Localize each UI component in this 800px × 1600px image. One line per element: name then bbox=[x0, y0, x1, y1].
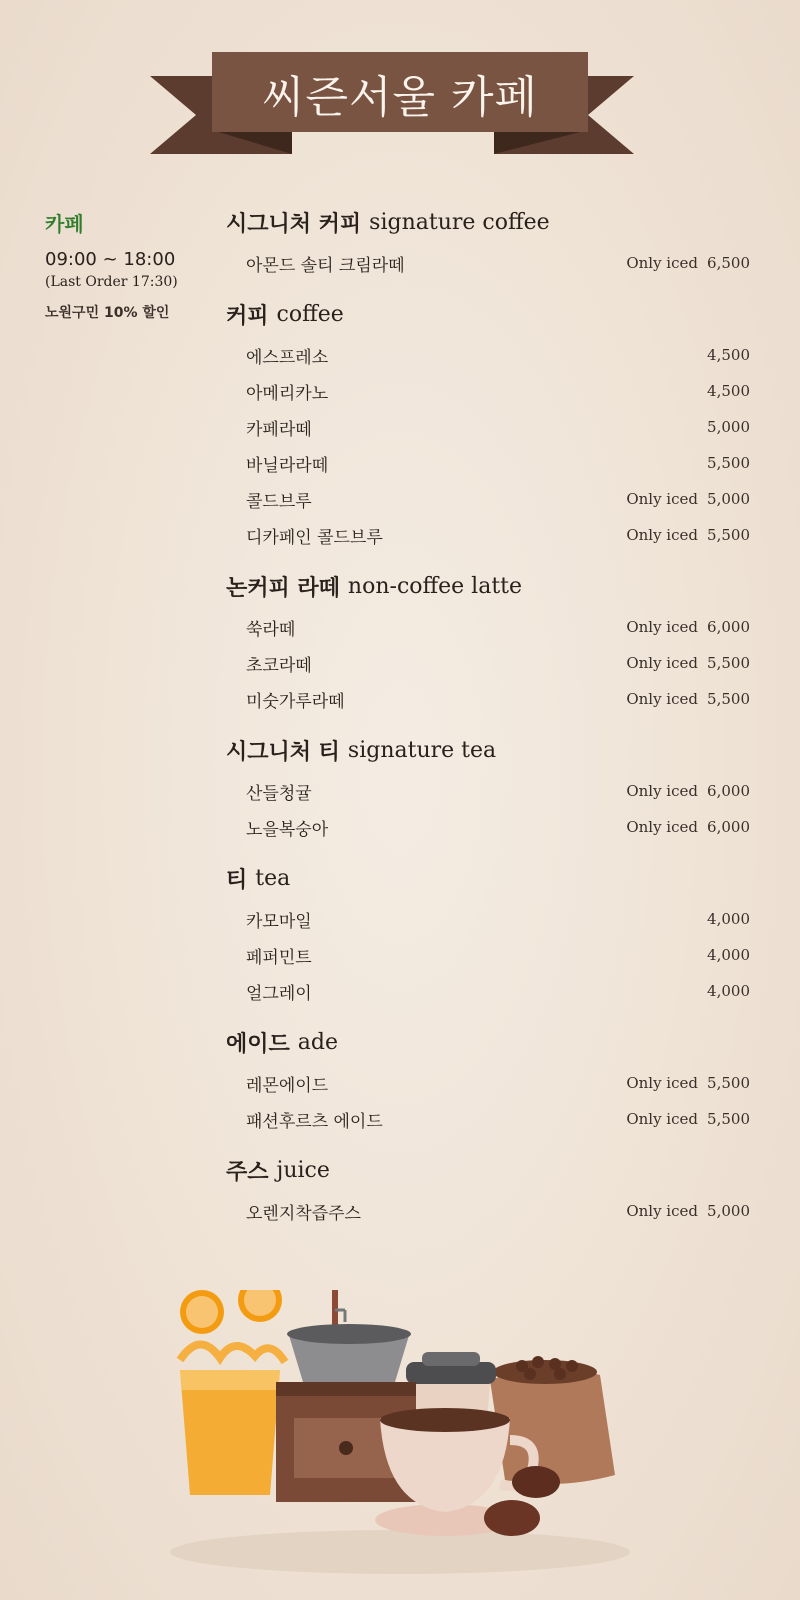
menu-section bbox=[226, 205, 750, 281]
item-price: 4,500 bbox=[707, 346, 750, 364]
item-price: 5,500 bbox=[707, 654, 750, 672]
item-name: 에스프레소 bbox=[246, 347, 329, 368]
item-note: Only iced bbox=[626, 490, 698, 508]
menu-item bbox=[226, 1101, 750, 1137]
item-note: Only iced bbox=[626, 254, 698, 272]
section-title-ko: 시그니처 커피 bbox=[226, 211, 362, 237]
item-note: Only iced bbox=[626, 1074, 698, 1092]
item-note: Only iced bbox=[626, 618, 698, 636]
item-price: 4,000 bbox=[707, 946, 750, 964]
section-title-en: tea bbox=[255, 865, 291, 891]
section-title-ko: 주스 bbox=[226, 1159, 269, 1185]
item-note: Only iced bbox=[626, 782, 698, 800]
item-name: 아메리카노 bbox=[246, 383, 329, 404]
item-price: 4,000 bbox=[707, 910, 750, 928]
item-name: 패션후르츠 에이드 bbox=[246, 1111, 383, 1132]
section-title-ko: 시그니처 티 bbox=[226, 739, 340, 765]
orange-juice-glass-icon bbox=[180, 1344, 285, 1495]
item-price: 6,000 bbox=[707, 618, 750, 636]
discount-note: 노원구민 10% 할인 bbox=[45, 305, 170, 321]
menu-item bbox=[226, 337, 750, 373]
item-name: 디카페인 콜드브루 bbox=[246, 527, 383, 548]
cafe-info bbox=[45, 208, 205, 322]
item-price: 5,500 bbox=[707, 526, 750, 544]
item-price: 5,500 bbox=[707, 1110, 750, 1128]
item-note: Only iced bbox=[626, 1110, 698, 1128]
item-name: 레몬에이드 bbox=[246, 1075, 329, 1096]
item-price: 5,000 bbox=[707, 1202, 750, 1220]
section-title-en: signature coffee bbox=[369, 209, 550, 235]
menu-item bbox=[226, 409, 750, 445]
item-note: Only iced bbox=[626, 1202, 698, 1220]
section-title bbox=[226, 1153, 750, 1187]
menu-item bbox=[226, 937, 750, 973]
item-name: 오렌지착즙주스 bbox=[246, 1203, 361, 1224]
menu-item bbox=[226, 809, 750, 845]
menu-section bbox=[226, 297, 750, 553]
menu-item bbox=[226, 1065, 750, 1101]
menu-section bbox=[226, 1153, 750, 1229]
section-title-en: coffee bbox=[276, 301, 344, 327]
menu-item bbox=[226, 1193, 750, 1229]
menu-item bbox=[226, 973, 750, 1009]
item-name: 초코라떼 bbox=[246, 655, 312, 676]
section-title-en: ade bbox=[297, 1029, 338, 1055]
menu-section bbox=[226, 861, 750, 1009]
item-price: 5,500 bbox=[707, 1074, 750, 1092]
title-banner bbox=[0, 0, 800, 170]
info-heading: 카페 bbox=[45, 212, 84, 236]
item-note: Only iced bbox=[626, 654, 698, 672]
menu-section bbox=[226, 569, 750, 717]
section-title-ko: 논커피 라떼 bbox=[226, 575, 340, 601]
item-price: 5,000 bbox=[707, 418, 750, 436]
item-name: 쑥라떼 bbox=[246, 619, 296, 640]
item-name: 산들청귤 bbox=[246, 783, 312, 804]
orange-slice-icon bbox=[180, 1290, 282, 1334]
menu-list bbox=[226, 205, 750, 1245]
item-price: 5,500 bbox=[707, 454, 750, 472]
section-title-en: signature tea bbox=[347, 737, 497, 763]
menu-section bbox=[226, 1025, 750, 1137]
menu-item bbox=[226, 773, 750, 809]
item-price: 4,500 bbox=[707, 382, 750, 400]
section-title-ko: 커피 bbox=[226, 303, 269, 329]
item-name: 미숫가루라떼 bbox=[246, 691, 345, 712]
item-name: 노을복숭아 bbox=[246, 819, 329, 840]
menu-item bbox=[226, 901, 750, 937]
section-title bbox=[226, 297, 750, 331]
section-title bbox=[226, 205, 750, 239]
section-title bbox=[226, 733, 750, 767]
section-title bbox=[226, 1025, 750, 1059]
item-note: Only iced bbox=[626, 526, 698, 544]
section-title-ko: 티 bbox=[226, 867, 248, 893]
item-name: 카모마일 bbox=[246, 911, 312, 932]
item-name: 아몬드 솔티 크림라떼 bbox=[246, 255, 405, 276]
item-price: 4,000 bbox=[707, 982, 750, 1000]
section-title-en: juice bbox=[276, 1157, 330, 1183]
menu-item bbox=[226, 245, 750, 281]
item-price: 6,000 bbox=[707, 782, 750, 800]
section-title-en: non-coffee latte bbox=[347, 573, 523, 599]
item-name: 얼그레이 bbox=[246, 983, 312, 1004]
opening-hours: 09:00 ~ 18:00 bbox=[45, 249, 176, 270]
item-note: Only iced bbox=[626, 690, 698, 708]
menu-item bbox=[226, 373, 750, 409]
menu-item bbox=[226, 645, 750, 681]
menu-item bbox=[226, 517, 750, 553]
section-title-ko: 에이드 bbox=[226, 1031, 290, 1057]
item-name: 페퍼민트 bbox=[246, 947, 312, 968]
item-price: 6,500 bbox=[707, 254, 750, 272]
page-title: 씨즌서울 카페 bbox=[261, 72, 538, 123]
item-name: 카페라떼 bbox=[246, 419, 312, 440]
item-note: Only iced bbox=[626, 818, 698, 836]
menu-item bbox=[226, 445, 750, 481]
menu-item bbox=[226, 681, 750, 717]
menu-item bbox=[226, 609, 750, 645]
item-price: 6,000 bbox=[707, 818, 750, 836]
section-title bbox=[226, 569, 750, 603]
item-price: 5,500 bbox=[707, 690, 750, 708]
menu-item bbox=[226, 481, 750, 517]
last-order: (Last Order 17:30) bbox=[45, 274, 178, 290]
item-name: 콜드브루 bbox=[246, 491, 312, 512]
section-title bbox=[226, 861, 750, 895]
drinks-illustration bbox=[160, 1290, 640, 1580]
menu-section bbox=[226, 733, 750, 845]
item-price: 5,000 bbox=[707, 490, 750, 508]
item-name: 바닐라라떼 bbox=[246, 455, 329, 476]
